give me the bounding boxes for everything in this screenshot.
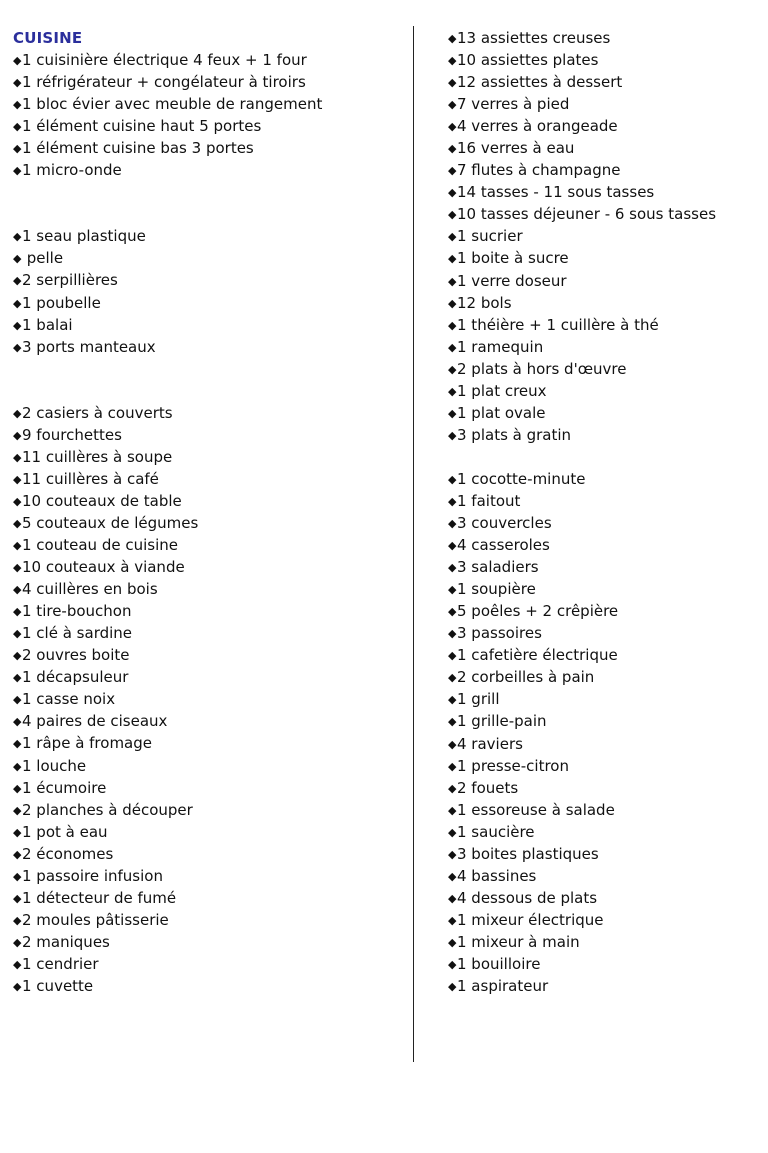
- list-item-label: 2 corbeilles à pain: [457, 668, 595, 687]
- diamond-bullet-icon: ◆: [448, 627, 457, 641]
- diamond-bullet-icon: ◆: [448, 98, 457, 112]
- list-item-label: 1 écumoire: [22, 778, 107, 797]
- list-item-label: 2 casiers à couverts: [22, 403, 173, 422]
- list-item-label: 2 serpillières: [22, 271, 118, 290]
- list-item-label: 1 tire-bouchon: [22, 602, 132, 621]
- diamond-bullet-icon: ◆: [13, 230, 22, 244]
- diamond-bullet-icon: ◆: [448, 230, 457, 244]
- list-item-label: 14 tasses - 11 sous tasses: [457, 183, 655, 202]
- list-item-label: 5 poêles + 2 crêpière: [457, 602, 619, 621]
- diamond-bullet-icon: ◆: [448, 891, 457, 905]
- list-item-label: 1 passoire infusion: [22, 866, 163, 885]
- diamond-bullet-icon: ◆: [13, 164, 22, 178]
- list-item: [448, 755, 763, 777]
- list-item-label: 2 économes: [22, 844, 114, 863]
- list-item-label: 2 maniques: [22, 932, 110, 951]
- list-item: [13, 887, 405, 909]
- diamond-bullet-icon: ◆: [448, 759, 457, 773]
- list-item: [448, 225, 763, 247]
- diamond-bullet-icon: ◆: [448, 539, 457, 553]
- list-item: [448, 666, 763, 688]
- list-item: [448, 887, 763, 909]
- list-item: [13, 644, 405, 666]
- list-item-label: 2 moules pâtisserie: [22, 910, 169, 929]
- list-item-label: 1 cafetière électrique: [457, 646, 618, 665]
- list-item: [448, 931, 763, 953]
- list-item-label: 1 élément cuisine haut 5 portes: [22, 117, 262, 136]
- list-item: [13, 710, 405, 732]
- list-item: [13, 49, 405, 71]
- list-item-label: 4 cuillères en bois: [22, 580, 158, 599]
- diamond-bullet-icon: ◆: [448, 649, 457, 663]
- diamond-bullet-icon: ◆: [13, 318, 22, 332]
- list-item-label: 1 décapsuleur: [22, 668, 129, 687]
- list-item-label: 1 poubelle: [22, 293, 101, 312]
- left-item-list: [13, 49, 405, 997]
- list-item-label: 1 détecteur de fumé: [22, 888, 177, 907]
- list-item: [448, 909, 763, 931]
- list-spacer: [13, 358, 405, 380]
- list-item-label: 11 cuillères à soupe: [22, 447, 173, 466]
- diamond-bullet-icon: ◆: [448, 76, 457, 90]
- list-item: [448, 843, 763, 865]
- diamond-bullet-icon: ◆: [448, 605, 457, 619]
- diamond-bullet-icon: ◆: [13, 671, 22, 685]
- diamond-bullet-icon: ◆: [13, 869, 22, 883]
- diamond-bullet-icon: ◆: [13, 120, 22, 134]
- list-item: [13, 292, 405, 314]
- diamond-bullet-icon: ◆: [13, 627, 22, 641]
- list-item: [448, 534, 763, 556]
- diamond-bullet-icon: ◆: [13, 759, 22, 773]
- list-item-label: 11 cuillères à café: [22, 469, 159, 488]
- list-item: [13, 666, 405, 688]
- list-item: [13, 468, 405, 490]
- list-item-label: 1 élément cuisine bas 3 portes: [22, 139, 254, 158]
- diamond-bullet-icon: ◆: [13, 450, 22, 464]
- diamond-bullet-icon: ◆: [13, 561, 22, 575]
- list-item: [448, 27, 763, 49]
- section-title: CUISINE: [13, 29, 83, 47]
- list-item-label: 1 cuisinière électrique 4 feux + 1 four: [22, 51, 307, 69]
- diamond-bullet-icon: ◆: [448, 957, 457, 971]
- list-item-label: 1 théière + 1 cuillère à thé: [457, 315, 659, 334]
- diamond-bullet-icon: ◆: [13, 54, 22, 67]
- diamond-bullet-icon: ◆: [448, 869, 457, 883]
- diamond-bullet-icon: ◆: [448, 803, 457, 817]
- list-item: [448, 336, 763, 358]
- diamond-bullet-icon: ◆: [448, 362, 457, 376]
- list-item-label: 1 soupière: [457, 580, 536, 599]
- list-item: [448, 512, 763, 534]
- diamond-bullet-icon: ◆: [13, 803, 22, 817]
- diamond-bullet-icon: ◆: [448, 164, 457, 178]
- diamond-bullet-icon: ◆: [448, 847, 457, 861]
- list-item-label: 4 dessous de plats: [457, 888, 598, 907]
- diamond-bullet-icon: ◆: [448, 693, 457, 707]
- list-item-label: 1 cocotte-minute: [457, 469, 586, 488]
- list-item-label: 1 couteau de cuisine: [22, 536, 178, 555]
- column-divider: [413, 26, 414, 1062]
- diamond-bullet-icon: ◆: [448, 671, 457, 685]
- list-item-label: 10 assiettes plates: [457, 51, 599, 70]
- diamond-bullet-icon: ◆: [448, 186, 457, 200]
- list-item-label: 2 plats à hors d'œuvre: [457, 359, 627, 378]
- list-item-label: 4 bassines: [457, 866, 537, 885]
- list-item-label: 7 flutes à champagne: [457, 161, 621, 180]
- list-item: [13, 865, 405, 887]
- list-item-label: 16 verres à eau: [457, 139, 575, 158]
- diamond-bullet-icon: ◆: [13, 539, 22, 553]
- list-item: [448, 314, 763, 336]
- diamond-bullet-icon: ◆: [448, 715, 457, 729]
- list-item-label: 2 fouets: [457, 778, 519, 797]
- diamond-bullet-icon: ◆: [13, 274, 22, 288]
- list-item-label: 1 cendrier: [22, 954, 99, 973]
- list-item-label: 1 grille-pain: [457, 712, 547, 731]
- list-item-label: 1 mixeur électrique: [457, 910, 604, 929]
- list-item-label: 3 passoires: [457, 624, 542, 643]
- list-item-label: 10 couteaux à viande: [22, 558, 185, 577]
- list-item-label: 4 paires de ciseaux: [22, 712, 168, 731]
- list-item-label: 12 bols: [457, 293, 512, 312]
- diamond-bullet-icon: ◆: [448, 980, 457, 994]
- list-spacer: [13, 181, 405, 203]
- diamond-bullet-icon: ◆: [448, 561, 457, 575]
- list-item: [448, 137, 763, 159]
- diamond-bullet-icon: ◆: [448, 318, 457, 332]
- list-item: [448, 622, 763, 644]
- list-spacer: [13, 380, 405, 402]
- list-item: [448, 733, 763, 755]
- diamond-bullet-icon: ◆: [13, 472, 22, 486]
- diamond-bullet-icon: ◆: [13, 957, 22, 971]
- list-item-label: 1 plat ovale: [457, 403, 546, 422]
- list-item: [448, 159, 763, 181]
- list-item: [13, 424, 405, 446]
- list-item: [448, 270, 763, 292]
- list-item: [13, 821, 405, 843]
- diamond-bullet-icon: ◆: [448, 472, 457, 486]
- list-item: [13, 909, 405, 931]
- list-item: [13, 975, 405, 997]
- list-item-label: 4 casseroles: [457, 536, 550, 555]
- list-item-label: 1 boite à sucre: [457, 249, 569, 268]
- diamond-bullet-icon: ◆: [448, 252, 457, 266]
- list-item-label: 1 saucière: [457, 822, 535, 841]
- list-item-label: 9 fourchettes: [22, 425, 122, 444]
- right-column: [448, 27, 763, 997]
- list-item: [13, 446, 405, 468]
- list-item: [448, 115, 763, 137]
- diamond-bullet-icon: ◆: [448, 406, 457, 420]
- list-item: [13, 688, 405, 710]
- diamond-bullet-icon: ◆: [448, 54, 457, 68]
- list-item: [448, 468, 763, 490]
- diamond-bullet-icon: ◆: [448, 428, 457, 442]
- list-item: [13, 777, 405, 799]
- list-item-label: 1 faitout: [457, 491, 521, 510]
- list-item-label: 1 ramequin: [457, 337, 544, 356]
- list-item-label: 1 aspirateur: [457, 977, 549, 996]
- diamond-bullet-icon: ◆: [13, 494, 22, 508]
- list-item: [448, 490, 763, 512]
- list-item-label: 1 sucrier: [457, 227, 523, 246]
- list-item: [448, 644, 763, 666]
- diamond-bullet-icon: ◆: [13, 406, 22, 420]
- diamond-bullet-icon: ◆: [448, 494, 457, 508]
- list-item-label: 7 verres à pied: [457, 95, 570, 114]
- list-item-label: 1 râpe à fromage: [22, 734, 152, 753]
- list-item-label: 1 verre doseur: [457, 271, 567, 290]
- diamond-bullet-icon: ◆: [448, 384, 457, 398]
- list-item-label: 1 réfrigérateur + congélateur à tiroirs: [22, 73, 306, 92]
- diamond-bullet-icon: ◆: [448, 825, 457, 839]
- list-item: [448, 402, 763, 424]
- list-item: [13, 247, 405, 269]
- list-item: [448, 688, 763, 710]
- diamond-bullet-icon: ◆: [13, 825, 22, 839]
- list-item-label: 1 presse-citron: [457, 756, 569, 775]
- diamond-bullet-icon: ◆: [13, 781, 22, 795]
- list-item-label: 2 ouvres boite: [22, 646, 130, 665]
- list-item: [448, 578, 763, 600]
- list-item: [13, 512, 405, 534]
- diamond-bullet-icon: ◆: [13, 649, 22, 663]
- list-item: [13, 931, 405, 953]
- diamond-bullet-icon: ◆: [448, 935, 457, 949]
- list-item-label: pelle: [22, 249, 64, 268]
- list-item-label: 13 assiettes creuses: [457, 29, 611, 47]
- list-item-label: 1 micro-onde: [22, 161, 122, 180]
- list-item: [13, 556, 405, 578]
- list-item: [13, 225, 405, 247]
- list-item: [13, 159, 405, 181]
- diamond-bullet-icon: ◆: [448, 781, 457, 795]
- left-column: [13, 27, 405, 997]
- diamond-bullet-icon: ◆: [13, 516, 22, 530]
- list-item-label: 12 assiettes à dessert: [457, 73, 623, 92]
- diamond-bullet-icon: ◆: [13, 252, 22, 266]
- list-item: [448, 424, 763, 446]
- diamond-bullet-icon: ◆: [13, 715, 22, 729]
- diamond-bullet-icon: ◆: [13, 296, 22, 310]
- diamond-bullet-icon: ◆: [13, 913, 22, 927]
- diamond-bullet-icon: ◆: [13, 935, 22, 949]
- list-item: [13, 953, 405, 975]
- list-item-label: 4 verres à orangeade: [457, 117, 618, 136]
- list-item: [13, 490, 405, 512]
- list-item: [448, 865, 763, 887]
- list-item: [13, 732, 405, 754]
- diamond-bullet-icon: ◆: [448, 913, 457, 927]
- diamond-bullet-icon: ◆: [448, 274, 457, 288]
- list-item: [448, 71, 763, 93]
- list-item-label: 1 mixeur à main: [457, 932, 580, 951]
- list-item: [13, 336, 405, 358]
- list-item: [13, 799, 405, 821]
- list-item: [13, 93, 405, 115]
- list-item-label: 10 couteaux de table: [22, 491, 182, 510]
- list-item-label: 4 raviers: [457, 734, 523, 753]
- diamond-bullet-icon: ◆: [448, 340, 457, 354]
- list-item: [448, 380, 763, 402]
- list-item: [13, 137, 405, 159]
- list-item: [13, 402, 405, 424]
- list-spacer: [13, 203, 405, 225]
- diamond-bullet-icon: ◆: [13, 605, 22, 619]
- list-item-label: 3 plats à gratin: [457, 425, 572, 444]
- diamond-bullet-icon: ◆: [13, 340, 22, 354]
- diamond-bullet-icon: ◆: [13, 428, 22, 442]
- list-item: [13, 755, 405, 777]
- diamond-bullet-icon: ◆: [13, 891, 22, 905]
- list-item: [448, 600, 763, 622]
- list-item: [448, 975, 763, 997]
- list-item: [448, 799, 763, 821]
- list-item: [448, 556, 763, 578]
- list-item: [13, 843, 405, 865]
- list-item-label: 1 seau plastique: [22, 227, 146, 246]
- diamond-bullet-icon: ◆: [13, 737, 22, 751]
- list-item-label: 3 saladiers: [457, 558, 539, 577]
- list-item-label: 1 clé à sardine: [22, 624, 133, 643]
- list-item: [448, 358, 763, 380]
- diamond-bullet-icon: ◆: [448, 296, 457, 310]
- list-item-label: 1 grill: [457, 690, 500, 709]
- diamond-bullet-icon: ◆: [448, 517, 457, 531]
- list-item-label: 2 planches à découper: [22, 800, 193, 819]
- diamond-bullet-icon: ◆: [448, 208, 457, 222]
- list-item: [13, 622, 405, 644]
- diamond-bullet-icon: ◆: [13, 142, 22, 156]
- right-item-list: [448, 27, 763, 997]
- list-item-label: 1 balai: [22, 315, 73, 334]
- diamond-bullet-icon: ◆: [448, 583, 457, 597]
- list-item: [448, 292, 763, 314]
- list-item: [448, 821, 763, 843]
- diamond-bullet-icon: ◆: [448, 142, 457, 156]
- diamond-bullet-icon: ◆: [448, 120, 457, 134]
- diamond-bullet-icon: ◆: [13, 76, 22, 90]
- list-item-label: 1 cuvette: [22, 976, 94, 995]
- list-item: [13, 269, 405, 291]
- diamond-bullet-icon: ◆: [13, 979, 22, 993]
- list-item: [448, 181, 763, 203]
- list-item: [13, 314, 405, 336]
- list-item-label: 3 couvercles: [457, 514, 552, 533]
- diamond-bullet-icon: ◆: [448, 32, 457, 45]
- list-item: [13, 578, 405, 600]
- list-item: [13, 534, 405, 556]
- list-item-label: 1 pot à eau: [22, 822, 108, 841]
- diamond-bullet-icon: ◆: [13, 693, 22, 707]
- list-item: [448, 93, 763, 115]
- list-item: [448, 247, 763, 269]
- list-item: [448, 710, 763, 732]
- list-item: [448, 49, 763, 71]
- list-item-label: 5 couteaux de légumes: [22, 513, 199, 532]
- list-item: [13, 600, 405, 622]
- list-item: [448, 777, 763, 799]
- list-item-label: 3 ports manteaux: [22, 337, 156, 356]
- list-item-label: 1 plat creux: [457, 381, 547, 400]
- list-item-label: 10 tasses déjeuner - 6 sous tasses: [457, 205, 717, 224]
- list-item-label: 3 boites plastiques: [457, 844, 599, 863]
- diamond-bullet-icon: ◆: [13, 98, 22, 112]
- list-item-label: 1 bloc évier avec meuble de rangement: [22, 95, 323, 114]
- list-spacer: [448, 446, 763, 468]
- list-item-label: 1 essoreuse à salade: [457, 800, 615, 819]
- list-item: [13, 115, 405, 137]
- list-item: [448, 953, 763, 975]
- list-item-label: 1 casse noix: [22, 690, 116, 709]
- list-item-label: 1 louche: [22, 756, 87, 775]
- list-item: [13, 71, 405, 93]
- list-item-label: 1 bouilloire: [457, 954, 541, 973]
- diamond-bullet-icon: ◆: [13, 583, 22, 597]
- diamond-bullet-icon: ◆: [448, 737, 457, 751]
- diamond-bullet-icon: ◆: [13, 847, 22, 861]
- list-item: [448, 203, 763, 225]
